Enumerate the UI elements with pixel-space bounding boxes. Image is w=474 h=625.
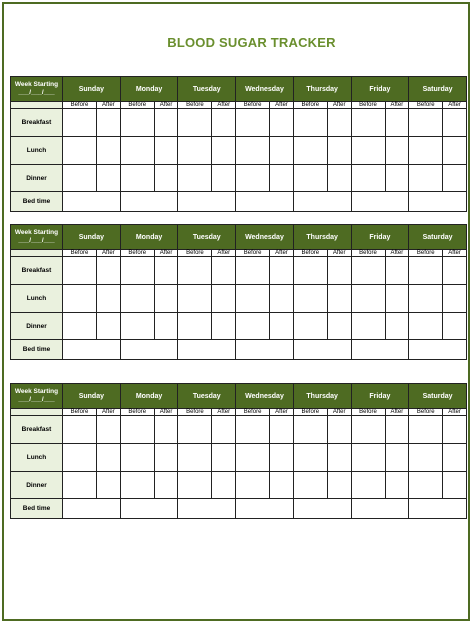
after-entry-cell[interactable] xyxy=(97,416,121,444)
after-entry-cell[interactable] xyxy=(385,313,409,340)
after-entry-cell[interactable] xyxy=(385,165,409,192)
after-label: After xyxy=(443,250,467,257)
after-entry-cell[interactable] xyxy=(212,109,236,137)
bedtime-entry-cell[interactable] xyxy=(63,192,121,212)
day-header: Friday xyxy=(351,77,409,102)
before-entry-cell[interactable] xyxy=(178,313,212,340)
before-entry-cell[interactable] xyxy=(409,165,443,192)
before-entry-cell[interactable] xyxy=(178,257,212,285)
before-label: Before xyxy=(63,102,97,109)
bedtime-entry-cell[interactable] xyxy=(293,192,351,212)
subheader-spacer xyxy=(11,102,63,109)
before-entry-cell[interactable] xyxy=(293,313,327,340)
after-entry-cell[interactable] xyxy=(212,313,236,340)
after-label: After xyxy=(97,409,121,416)
meal-label: Breakfast xyxy=(11,257,63,285)
after-entry-cell[interactable] xyxy=(385,109,409,137)
before-entry-cell[interactable] xyxy=(63,257,97,285)
after-label: After xyxy=(270,250,294,257)
before-label: Before xyxy=(409,409,443,416)
day-header: Tuesday xyxy=(178,384,236,409)
meal-label: Bed time xyxy=(11,499,63,519)
after-entry-cell[interactable] xyxy=(154,444,178,472)
after-entry-cell[interactable] xyxy=(270,285,294,313)
after-entry-cell[interactable] xyxy=(270,444,294,472)
day-header: Thursday xyxy=(293,225,351,250)
before-entry-cell[interactable] xyxy=(178,416,212,444)
after-entry-cell[interactable] xyxy=(385,137,409,165)
after-entry-cell[interactable] xyxy=(443,137,467,165)
after-entry-cell[interactable] xyxy=(327,257,351,285)
day-header: Tuesday xyxy=(178,77,236,102)
after-label: After xyxy=(443,102,467,109)
after-label: After xyxy=(327,409,351,416)
after-entry-cell[interactable] xyxy=(327,285,351,313)
before-label: Before xyxy=(63,250,97,257)
before-entry-cell[interactable] xyxy=(293,444,327,472)
meal-row xyxy=(11,137,467,165)
after-entry-cell[interactable] xyxy=(270,472,294,499)
after-entry-cell[interactable] xyxy=(327,109,351,137)
after-entry-cell[interactable] xyxy=(385,416,409,444)
after-label: After xyxy=(385,409,409,416)
after-entry-cell[interactable] xyxy=(385,257,409,285)
before-entry-cell[interactable] xyxy=(351,165,385,192)
before-label: Before xyxy=(409,250,443,257)
after-entry-cell[interactable] xyxy=(443,472,467,499)
before-label: Before xyxy=(178,409,212,416)
bedtime-entry-cell[interactable] xyxy=(178,499,236,519)
day-header: Thursday xyxy=(293,384,351,409)
after-entry-cell[interactable] xyxy=(97,313,121,340)
after-entry-cell[interactable] xyxy=(212,444,236,472)
after-entry-cell[interactable] xyxy=(97,472,121,499)
week-date-blank[interactable]: ___/___/___ xyxy=(18,396,55,403)
after-entry-cell[interactable] xyxy=(97,109,121,137)
day-header: Wednesday xyxy=(236,225,294,250)
bedtime-entry-cell[interactable] xyxy=(351,499,409,519)
before-entry-cell[interactable] xyxy=(351,109,385,137)
after-label: After xyxy=(327,250,351,257)
before-entry-cell[interactable] xyxy=(178,285,212,313)
weekly-tracker-table xyxy=(10,76,467,212)
bedtime-entry-cell[interactable] xyxy=(293,340,351,360)
weekly-tracker-table xyxy=(10,224,467,360)
bedtime-entry-cell[interactable] xyxy=(409,192,467,212)
after-entry-cell[interactable] xyxy=(327,137,351,165)
after-label: After xyxy=(154,250,178,257)
before-entry-cell[interactable] xyxy=(293,257,327,285)
before-label: Before xyxy=(120,250,154,257)
after-entry-cell[interactable] xyxy=(270,137,294,165)
after-entry-cell[interactable] xyxy=(327,416,351,444)
day-header: Sunday xyxy=(63,384,121,409)
week-date-blank[interactable]: ___/___/___ xyxy=(18,237,55,244)
after-entry-cell[interactable] xyxy=(154,257,178,285)
before-entry-cell[interactable] xyxy=(120,109,154,137)
before-entry-cell[interactable] xyxy=(351,285,385,313)
before-label: Before xyxy=(178,102,212,109)
week-starting-label: Week Starting xyxy=(14,229,59,236)
day-header: Monday xyxy=(120,77,178,102)
after-label: After xyxy=(212,102,236,109)
day-header: Sunday xyxy=(63,77,121,102)
before-entry-cell[interactable] xyxy=(293,472,327,499)
after-entry-cell[interactable] xyxy=(385,285,409,313)
before-label: Before xyxy=(63,409,97,416)
after-entry-cell[interactable] xyxy=(154,416,178,444)
before-entry-cell[interactable] xyxy=(351,416,385,444)
before-entry-cell[interactable] xyxy=(293,285,327,313)
before-entry-cell[interactable] xyxy=(351,472,385,499)
before-entry-cell[interactable] xyxy=(409,472,443,499)
bedtime-entry-cell[interactable] xyxy=(293,499,351,519)
before-entry-cell[interactable] xyxy=(120,472,154,499)
meal-row xyxy=(11,340,467,360)
meal-label: Lunch xyxy=(11,285,63,313)
after-label: After xyxy=(154,409,178,416)
day-header: Tuesday xyxy=(178,225,236,250)
week-starting-header xyxy=(11,384,63,409)
bedtime-entry-cell[interactable] xyxy=(178,340,236,360)
meal-label: Breakfast xyxy=(11,416,63,444)
before-entry-cell[interactable] xyxy=(178,137,212,165)
after-entry-cell[interactable] xyxy=(270,257,294,285)
before-entry-cell[interactable] xyxy=(63,416,97,444)
after-entry-cell[interactable] xyxy=(97,444,121,472)
before-entry-cell[interactable] xyxy=(63,444,97,472)
after-entry-cell[interactable] xyxy=(327,313,351,340)
after-entry-cell[interactable] xyxy=(212,472,236,499)
meal-label: Bed time xyxy=(11,192,63,212)
meal-row xyxy=(11,257,467,285)
after-label: After xyxy=(385,102,409,109)
before-entry-cell[interactable] xyxy=(120,137,154,165)
before-entry-cell[interactable] xyxy=(409,285,443,313)
after-entry-cell[interactable] xyxy=(443,444,467,472)
before-entry-cell[interactable] xyxy=(120,165,154,192)
after-entry-cell[interactable] xyxy=(154,313,178,340)
before-entry-cell[interactable] xyxy=(178,109,212,137)
bedtime-entry-cell[interactable] xyxy=(236,192,294,212)
day-header: Monday xyxy=(120,384,178,409)
after-label: After xyxy=(443,409,467,416)
before-entry-cell[interactable] xyxy=(63,472,97,499)
after-entry-cell[interactable] xyxy=(385,444,409,472)
after-entry-cell[interactable] xyxy=(212,137,236,165)
after-entry-cell[interactable] xyxy=(443,416,467,444)
before-label: Before xyxy=(236,102,270,109)
before-label: Before xyxy=(236,250,270,257)
meal-row xyxy=(11,416,467,444)
before-entry-cell[interactable] xyxy=(236,137,270,165)
after-entry-cell[interactable] xyxy=(154,109,178,137)
after-entry-cell[interactable] xyxy=(212,165,236,192)
after-label: After xyxy=(154,102,178,109)
before-entry-cell[interactable] xyxy=(178,444,212,472)
before-entry-cell[interactable] xyxy=(178,472,212,499)
before-entry-cell[interactable] xyxy=(120,313,154,340)
after-label: After xyxy=(97,102,121,109)
before-entry-cell[interactable] xyxy=(236,285,270,313)
after-entry-cell[interactable] xyxy=(443,257,467,285)
before-label: Before xyxy=(120,102,154,109)
before-entry-cell[interactable] xyxy=(236,444,270,472)
after-entry-cell[interactable] xyxy=(443,109,467,137)
before-entry-cell[interactable] xyxy=(351,313,385,340)
bedtime-entry-cell[interactable] xyxy=(63,499,121,519)
meal-label: Breakfast xyxy=(11,109,63,137)
bedtime-entry-cell[interactable] xyxy=(120,340,178,360)
meal-row xyxy=(11,499,467,519)
subheader-spacer xyxy=(11,409,63,416)
after-entry-cell[interactable] xyxy=(97,137,121,165)
week-starting-label: Week Starting xyxy=(14,81,59,88)
after-entry-cell[interactable] xyxy=(385,472,409,499)
week-starting-label: Week Starting xyxy=(14,388,59,395)
before-label: Before xyxy=(351,102,385,109)
before-entry-cell[interactable] xyxy=(409,257,443,285)
bedtime-entry-cell[interactable] xyxy=(120,192,178,212)
before-label: Before xyxy=(293,409,327,416)
before-entry-cell[interactable] xyxy=(409,313,443,340)
before-entry-cell[interactable] xyxy=(236,416,270,444)
day-header: Sunday xyxy=(63,225,121,250)
before-label: Before xyxy=(293,250,327,257)
after-entry-cell[interactable] xyxy=(443,285,467,313)
meal-row xyxy=(11,285,467,313)
before-entry-cell[interactable] xyxy=(63,137,97,165)
before-entry-cell[interactable] xyxy=(236,165,270,192)
meal-label: Dinner xyxy=(11,313,63,340)
after-entry-cell[interactable] xyxy=(154,472,178,499)
day-header: Thursday xyxy=(293,77,351,102)
before-entry-cell[interactable] xyxy=(236,472,270,499)
meal-row xyxy=(11,165,467,192)
after-entry-cell[interactable] xyxy=(154,137,178,165)
before-entry-cell[interactable] xyxy=(178,165,212,192)
after-entry-cell[interactable] xyxy=(212,285,236,313)
before-label: Before xyxy=(293,102,327,109)
bedtime-entry-cell[interactable] xyxy=(236,340,294,360)
after-entry-cell[interactable] xyxy=(212,416,236,444)
before-entry-cell[interactable] xyxy=(120,416,154,444)
before-label: Before xyxy=(120,409,154,416)
meal-label: Lunch xyxy=(11,444,63,472)
before-entry-cell[interactable] xyxy=(236,313,270,340)
before-entry-cell[interactable] xyxy=(293,165,327,192)
bedtime-entry-cell[interactable] xyxy=(63,340,121,360)
day-header: Saturday xyxy=(409,384,467,409)
before-label: Before xyxy=(236,409,270,416)
bedtime-entry-cell[interactable] xyxy=(409,340,467,360)
meal-label: Dinner xyxy=(11,165,63,192)
day-header: Wednesday xyxy=(236,77,294,102)
before-entry-cell[interactable] xyxy=(63,165,97,192)
meal-label: Dinner xyxy=(11,472,63,499)
after-entry-cell[interactable] xyxy=(212,257,236,285)
before-entry-cell[interactable] xyxy=(63,109,97,137)
after-entry-cell[interactable] xyxy=(154,165,178,192)
before-label: Before xyxy=(409,102,443,109)
before-entry-cell[interactable] xyxy=(409,137,443,165)
before-entry-cell[interactable] xyxy=(409,109,443,137)
week-starting-header xyxy=(11,77,63,102)
after-label: After xyxy=(270,102,294,109)
before-entry-cell[interactable] xyxy=(63,285,97,313)
before-entry-cell[interactable] xyxy=(293,137,327,165)
before-entry-cell[interactable] xyxy=(409,416,443,444)
after-entry-cell[interactable] xyxy=(443,165,467,192)
before-label: Before xyxy=(351,409,385,416)
before-entry-cell[interactable] xyxy=(293,416,327,444)
before-entry-cell[interactable] xyxy=(120,257,154,285)
day-header: Wednesday xyxy=(236,384,294,409)
after-entry-cell[interactable] xyxy=(270,313,294,340)
after-label: After xyxy=(212,409,236,416)
day-header: Monday xyxy=(120,225,178,250)
day-header: Saturday xyxy=(409,225,467,250)
before-entry-cell[interactable] xyxy=(120,285,154,313)
after-label: After xyxy=(270,409,294,416)
after-entry-cell[interactable] xyxy=(327,165,351,192)
after-entry-cell[interactable] xyxy=(97,165,121,192)
before-entry-cell[interactable] xyxy=(409,444,443,472)
bedtime-entry-cell[interactable] xyxy=(351,340,409,360)
before-entry-cell[interactable] xyxy=(236,109,270,137)
subheader-spacer xyxy=(11,250,63,257)
meal-row xyxy=(11,472,467,499)
after-entry-cell[interactable] xyxy=(270,109,294,137)
meal-row xyxy=(11,444,467,472)
week-date-blank[interactable]: ___/___/___ xyxy=(18,89,55,96)
week-starting-header xyxy=(11,225,63,250)
day-header: Saturday xyxy=(409,77,467,102)
after-entry-cell[interactable] xyxy=(327,444,351,472)
after-entry-cell[interactable] xyxy=(97,285,121,313)
page-title: BLOOD SUGAR TRACKER xyxy=(167,35,336,50)
before-entry-cell[interactable] xyxy=(351,444,385,472)
after-label: After xyxy=(385,250,409,257)
bedtime-entry-cell[interactable] xyxy=(409,499,467,519)
before-entry-cell[interactable] xyxy=(351,257,385,285)
before-entry-cell[interactable] xyxy=(120,444,154,472)
bedtime-entry-cell[interactable] xyxy=(351,192,409,212)
after-label: After xyxy=(97,250,121,257)
day-header: Friday xyxy=(351,384,409,409)
bedtime-entry-cell[interactable] xyxy=(178,192,236,212)
after-label: After xyxy=(327,102,351,109)
after-entry-cell[interactable] xyxy=(97,257,121,285)
after-entry-cell[interactable] xyxy=(270,416,294,444)
bedtime-entry-cell[interactable] xyxy=(120,499,178,519)
meal-label: Lunch xyxy=(11,137,63,165)
meal-row xyxy=(11,313,467,340)
day-header: Friday xyxy=(351,225,409,250)
meal-row xyxy=(11,109,467,137)
meal-label: Bed time xyxy=(11,340,63,360)
before-entry-cell[interactable] xyxy=(236,257,270,285)
after-entry-cell[interactable] xyxy=(327,472,351,499)
bedtime-entry-cell[interactable] xyxy=(236,499,294,519)
after-entry-cell[interactable] xyxy=(154,285,178,313)
after-entry-cell[interactable] xyxy=(270,165,294,192)
before-label: Before xyxy=(351,250,385,257)
before-label: Before xyxy=(178,250,212,257)
meal-row xyxy=(11,192,467,212)
after-label: After xyxy=(212,250,236,257)
weekly-tracker-table xyxy=(10,383,467,519)
before-entry-cell[interactable] xyxy=(63,313,97,340)
before-entry-cell[interactable] xyxy=(351,137,385,165)
after-entry-cell[interactable] xyxy=(443,313,467,340)
before-entry-cell[interactable] xyxy=(293,109,327,137)
